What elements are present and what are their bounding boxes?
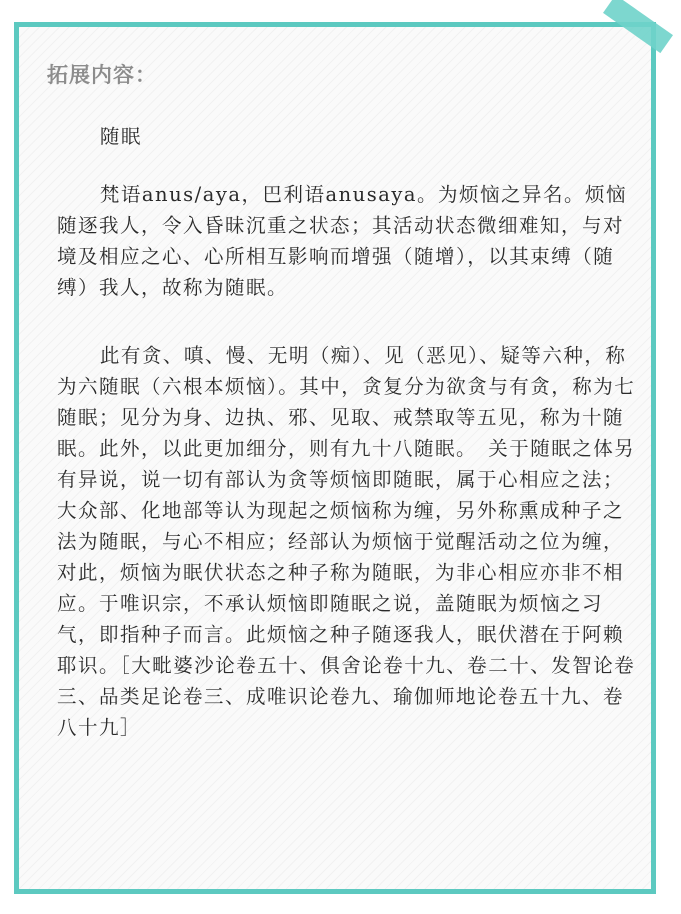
- tape-decoration: [603, 0, 673, 53]
- article-body: [57, 121, 639, 743]
- paragraph-details: 此有贪、嗔、慢、无明（痴）、见（恶见）、疑等六种，称为六随眠（六根本烦恼）。其中，贪复分为欲贪与有贪，称为七随眠；见分为身、边执、邪、见取、戒禁取等五见，称为十随眠。此外，以此更加细分，则有九十八随眠。 关于随眠之体另有异说，说一切有部认为贪等烦恼即随眠，属于心相应之法；大众部、化地部等认为现起之烦恼称为缠，另外称熏成种子之法为随眠，与心不相应；经部认为烦恼于觉醒活动之位为缠，对此，烦恼为眠伏状态之种子称为随眠，为非心相应亦非不相应。于唯识宗，不承认烦恼即随眠之说，盖随眠为烦恼之习气，即指种子而言。此烦恼之种子随逐我人，眠伏潜在于阿赖耶识。［大毗婆沙论卷五十、俱舍论卷十九、卷二十、发智论卷三、品类足论卷三、成唯识论卷九、瑜伽师地论卷五十九、卷八十九］: [57, 344, 636, 739]
- term-title: 随眠: [99, 125, 142, 148]
- section-heading: 拓展内容：: [47, 63, 157, 87]
- paragraph-definition: 梵语anus/aya，巴利语anusaya。为烦恼之异名。烦恼随逐我人，令入昏昧沉重之状态；其活动状态微细难知，与对境及相应之心、心所相互影响而增强（随增），以其束缚（随缚）我人，故称为随眠。: [57, 183, 627, 299]
- content-card: [14, 22, 656, 894]
